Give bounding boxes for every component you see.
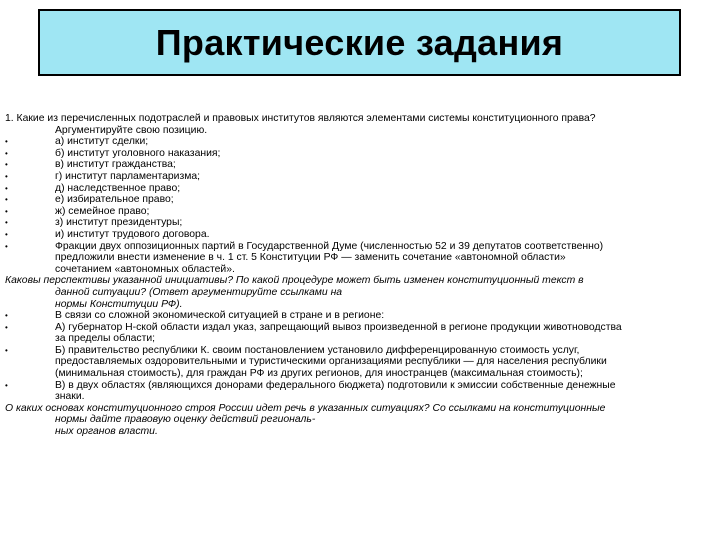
bullet-icon: • — [5, 137, 8, 147]
q1-item-text: д) наследственное право; — [55, 182, 181, 194]
q3-text: В) в двух областях (являющихся донорами федерального бюджета) подготовили к эмиссии собственные денежные — [55, 379, 616, 391]
page-title: Практические задания — [155, 21, 564, 63]
q3-question: О каких основах конституционного строя России идет речь в указанных ситуациях? Со ссылками на конституционные — [5, 402, 606, 414]
q1-line2: Аргументируйте свою позицию. — [55, 124, 208, 136]
q1-item-text: г) институт парламентаризма; — [55, 170, 201, 182]
q2-text: сочетанием «автономных областей». — [55, 263, 235, 275]
list-item — [5, 183, 717, 195]
q1-item-text: з) институт президентуры; — [55, 217, 183, 229]
list-item — [5, 171, 717, 183]
q2-text: предложили внести изменение в ч. 1 ст. 5 Конституции РФ — заменить сочетание «автономной области» — [55, 252, 566, 264]
q3-text: предоставляемых оздоровительными и туристическими организациями республики — для населения республики — [55, 356, 607, 368]
q2-question: Каковы перспективы указанной инициативы? По какой процедуре может быть изменен конституционный текст в — [5, 275, 584, 287]
q2-question: данной ситуации? (Ответ аргументируйте ссылками на — [55, 286, 343, 298]
list-item — [5, 380, 717, 392]
q3-text: за пределы области; — [55, 333, 156, 345]
bullet-icon: • — [5, 206, 8, 216]
bullet-icon: • — [5, 183, 8, 193]
q3-text: Б) правительство республики К. своим постановлением установило дифференцированную стоимость услуг, — [55, 344, 580, 356]
list-item — [5, 148, 717, 160]
title-box — [38, 9, 681, 76]
q3-question: ных органов власти. — [55, 426, 158, 438]
list-item — [5, 159, 717, 171]
q1-line1: 1. Какие из перечисленных подотраслей и правовых институтов являются элементами системы конституционного права? — [5, 113, 596, 124]
q3-intro: В связи со сложной экономической ситуацией в стране и в регионе: — [55, 310, 385, 322]
q2-question: нормы Конституции РФ). — [55, 298, 183, 310]
content — [5, 113, 717, 438]
bullet-icon: • — [5, 322, 8, 332]
q3-text: А) губернатор Н-ской области издал указ, запрещающий вывоз произведенной в регионе продукции животноводства — [55, 321, 622, 333]
list-item — [5, 229, 717, 241]
q2-text: Фракции двух оппозиционных партий в Государственной Думе (численностью 52 и 39 депутатов соответственно) — [55, 240, 604, 252]
q1-item-text: б) институт уголовного наказания; — [55, 147, 221, 159]
q1-item-text: а) институт сделки; — [55, 136, 149, 148]
bullet-icon: • — [5, 229, 8, 239]
list-item — [5, 241, 717, 253]
q3-question: нормы дайте правовую оценку действий региональ- — [55, 414, 316, 426]
bullet-icon: • — [5, 148, 8, 158]
bullet-icon: • — [5, 171, 8, 181]
list-item — [5, 136, 717, 148]
q3-text: знаки. — [55, 391, 85, 403]
q1-item-text: ж) семейное право; — [55, 205, 150, 217]
bullet-icon: • — [5, 195, 8, 205]
bullet-icon: • — [5, 311, 8, 321]
bullet-icon: • — [5, 345, 8, 355]
bullet-icon: • — [5, 241, 8, 251]
bullet-icon: • — [5, 380, 8, 390]
q1-item-text: е) избирательное право; — [55, 194, 174, 206]
list-item — [5, 310, 717, 322]
q3-text: (минимальная стоимость), для граждан РФ из других регионов, для иностранцев (максимальная стоимость); — [55, 368, 583, 380]
list-item — [5, 217, 717, 229]
bullet-icon: • — [5, 218, 8, 228]
list-item — [5, 322, 717, 334]
list-item — [5, 206, 717, 218]
list-item — [5, 194, 717, 206]
q1-item-text: в) институт гражданства; — [55, 159, 176, 171]
bullet-icon: • — [5, 160, 8, 170]
list-item — [5, 345, 717, 357]
q1-item-text: и) институт трудового договора. — [55, 228, 210, 240]
